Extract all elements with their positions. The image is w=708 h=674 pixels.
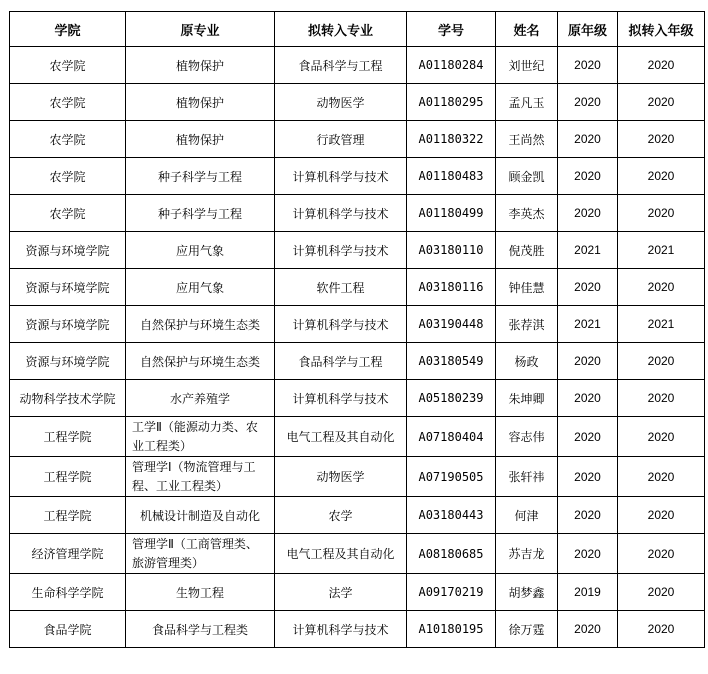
cell-target-grade: 2020 <box>618 158 705 195</box>
cell-original-grade: 2020 <box>558 84 618 121</box>
cell-college: 工程学院 <box>10 497 126 534</box>
cell-student-id: A07180404 <box>407 417 496 457</box>
cell-college: 工程学院 <box>10 417 126 457</box>
cell-college: 农学院 <box>10 84 126 121</box>
cell-college: 生命科学学院 <box>10 574 126 611</box>
cell-original-major: 生物工程 <box>126 574 275 611</box>
cell-original-grade: 2020 <box>558 611 618 648</box>
table-row <box>10 343 705 380</box>
cell-original-grade: 2020 <box>558 380 618 417</box>
table-row <box>10 417 705 457</box>
cell-target-major: 软件工程 <box>275 269 407 306</box>
cell-name: 钟佳慧 <box>496 269 558 306</box>
cell-original-grade: 2020 <box>558 497 618 534</box>
cell-original-grade: 2020 <box>558 269 618 306</box>
table-row <box>10 457 705 497</box>
cell-original-major: 机械设计制造及自动化 <box>126 497 275 534</box>
header-original-grade: 原年级 <box>558 12 618 47</box>
cell-college: 农学院 <box>10 121 126 158</box>
cell-original-major: 自然保护与环境生态类 <box>126 306 275 343</box>
cell-name: 胡梦鑫 <box>496 574 558 611</box>
cell-student-id: A01180284 <box>407 47 496 84</box>
cell-student-id: A08180685 <box>407 534 496 574</box>
header-row <box>10 12 705 47</box>
cell-target-major: 计算机科学与技术 <box>275 306 407 343</box>
cell-college: 资源与环境学院 <box>10 343 126 380</box>
cell-original-major: 植物保护 <box>126 121 275 158</box>
cell-target-major: 动物医学 <box>275 84 407 121</box>
cell-target-grade: 2020 <box>618 497 705 534</box>
cell-target-grade: 2020 <box>618 534 705 574</box>
cell-original-grade: 2021 <box>558 232 618 269</box>
cell-name: 何津 <box>496 497 558 534</box>
cell-original-major: 工学Ⅱ（能源动力类、农业工程类） <box>126 417 275 457</box>
transfer-table <box>9 11 705 648</box>
cell-college: 工程学院 <box>10 457 126 497</box>
cell-original-major: 种子科学与工程 <box>126 195 275 232</box>
cell-target-grade: 2020 <box>618 380 705 417</box>
cell-name: 刘世纪 <box>496 47 558 84</box>
cell-name: 王尚然 <box>496 121 558 158</box>
header-original-major: 原专业 <box>126 12 275 47</box>
cell-student-id: A01180322 <box>407 121 496 158</box>
cell-college: 农学院 <box>10 158 126 195</box>
cell-student-id: A01180295 <box>407 84 496 121</box>
cell-target-grade: 2021 <box>618 232 705 269</box>
cell-original-major: 管理学Ⅱ（工商管理类、旅游管理类） <box>126 534 275 574</box>
cell-target-major: 计算机科学与技术 <box>275 195 407 232</box>
cell-original-major: 自然保护与环境生态类 <box>126 343 275 380</box>
cell-original-grade: 2020 <box>558 158 618 195</box>
cell-name: 倪茂胜 <box>496 232 558 269</box>
cell-name: 容志伟 <box>496 417 558 457</box>
cell-target-major: 农学 <box>275 497 407 534</box>
cell-college: 农学院 <box>10 47 126 84</box>
cell-target-grade: 2020 <box>618 343 705 380</box>
cell-target-major: 食品科学与工程 <box>275 47 407 84</box>
cell-original-major: 种子科学与工程 <box>126 158 275 195</box>
cell-target-grade: 2020 <box>618 574 705 611</box>
cell-student-id: A07190505 <box>407 457 496 497</box>
cell-original-major: 植物保护 <box>126 84 275 121</box>
table-row <box>10 269 705 306</box>
cell-original-major: 植物保护 <box>126 47 275 84</box>
cell-target-major: 动物医学 <box>275 457 407 497</box>
cell-target-major: 计算机科学与技术 <box>275 380 407 417</box>
cell-target-major: 食品科学与工程 <box>275 343 407 380</box>
cell-college: 食品学院 <box>10 611 126 648</box>
cell-original-grade: 2020 <box>558 417 618 457</box>
cell-student-id: A03180110 <box>407 232 496 269</box>
table-row <box>10 195 705 232</box>
cell-target-major: 计算机科学与技术 <box>275 232 407 269</box>
cell-target-grade: 2020 <box>618 195 705 232</box>
cell-original-major: 管理学Ⅰ（物流管理与工程、工业工程类） <box>126 457 275 497</box>
cell-target-major: 行政管理 <box>275 121 407 158</box>
cell-college: 资源与环境学院 <box>10 269 126 306</box>
header-college: 学院 <box>10 12 126 47</box>
cell-college: 经济管理学院 <box>10 534 126 574</box>
cell-target-grade: 2020 <box>618 611 705 648</box>
cell-target-major: 计算机科学与技术 <box>275 611 407 648</box>
cell-name: 张轩祎 <box>496 457 558 497</box>
cell-original-grade: 2020 <box>558 457 618 497</box>
header-name: 姓名 <box>496 12 558 47</box>
cell-original-major: 食品科学与工程类 <box>126 611 275 648</box>
cell-original-grade: 2020 <box>558 47 618 84</box>
cell-name: 孟凡玉 <box>496 84 558 121</box>
cell-original-grade: 2021 <box>558 306 618 343</box>
cell-college: 动物科学技术学院 <box>10 380 126 417</box>
cell-student-id: A03180116 <box>407 269 496 306</box>
cell-student-id: A03180549 <box>407 343 496 380</box>
cell-original-grade: 2020 <box>558 195 618 232</box>
cell-target-grade: 2020 <box>618 121 705 158</box>
table-row <box>10 574 705 611</box>
cell-name: 徐万霆 <box>496 611 558 648</box>
cell-target-grade: 2021 <box>618 306 705 343</box>
cell-student-id: A03180443 <box>407 497 496 534</box>
cell-name: 杨政 <box>496 343 558 380</box>
cell-original-grade: 2020 <box>558 121 618 158</box>
table-body <box>10 47 705 648</box>
cell-student-id: A10180195 <box>407 611 496 648</box>
table-row <box>10 121 705 158</box>
cell-student-id: A03190448 <box>407 306 496 343</box>
cell-target-grade: 2020 <box>618 269 705 306</box>
cell-target-grade: 2020 <box>618 84 705 121</box>
cell-name: 顾金凯 <box>496 158 558 195</box>
header-target-major: 拟转入专业 <box>275 12 407 47</box>
cell-student-id: A01180499 <box>407 195 496 232</box>
cell-name: 苏吉龙 <box>496 534 558 574</box>
table-row <box>10 380 705 417</box>
table-row <box>10 84 705 121</box>
table-row <box>10 497 705 534</box>
cell-name: 李英杰 <box>496 195 558 232</box>
cell-target-grade: 2020 <box>618 457 705 497</box>
cell-target-grade: 2020 <box>618 47 705 84</box>
cell-name: 朱坤卿 <box>496 380 558 417</box>
cell-college: 农学院 <box>10 195 126 232</box>
cell-college: 资源与环境学院 <box>10 306 126 343</box>
cell-target-major: 法学 <box>275 574 407 611</box>
cell-target-grade: 2020 <box>618 417 705 457</box>
cell-original-major: 应用气象 <box>126 232 275 269</box>
table-row <box>10 534 705 574</box>
table-row <box>10 306 705 343</box>
cell-student-id: A01180483 <box>407 158 496 195</box>
cell-student-id: A09170219 <box>407 574 496 611</box>
cell-student-id: A05180239 <box>407 380 496 417</box>
header-student-id: 学号 <box>407 12 496 47</box>
cell-target-major: 电气工程及其自动化 <box>275 534 407 574</box>
cell-original-major: 应用气象 <box>126 269 275 306</box>
table-row <box>10 47 705 84</box>
cell-target-major: 计算机科学与技术 <box>275 158 407 195</box>
cell-original-major: 水产养殖学 <box>126 380 275 417</box>
table-row <box>10 611 705 648</box>
cell-original-grade: 2020 <box>558 534 618 574</box>
table-row <box>10 158 705 195</box>
cell-college: 资源与环境学院 <box>10 232 126 269</box>
table-row <box>10 232 705 269</box>
header-target-grade: 拟转入年级 <box>618 12 705 47</box>
cell-target-major: 电气工程及其自动化 <box>275 417 407 457</box>
cell-original-grade: 2019 <box>558 574 618 611</box>
cell-original-grade: 2020 <box>558 343 618 380</box>
cell-name: 张荐淇 <box>496 306 558 343</box>
